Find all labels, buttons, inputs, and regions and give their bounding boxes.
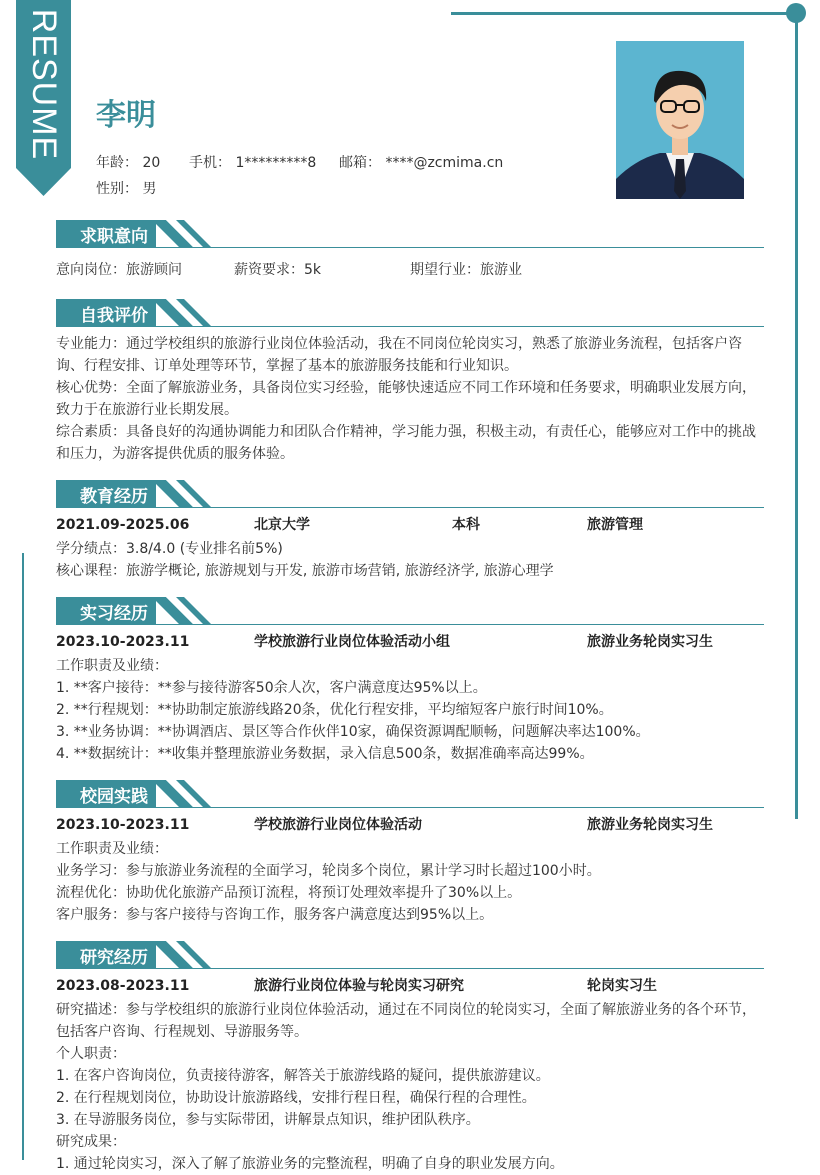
gender-field: 性别： 男	[96, 181, 157, 197]
intent-position: 意向岗位：旅游顾问	[56, 262, 182, 278]
research-date: 2023.08-2023.11	[56, 978, 190, 994]
campus-line: 流程优化：协助优化旅游产品预订流程，将预订处理效率提升了30%以上。	[56, 885, 522, 901]
intern-line: 工作职责及业绩：	[56, 658, 168, 674]
research-line: 2. 在行程规划岗位，协助设计旅游路线，安排行程日程，确保行程的合理性。	[56, 1090, 536, 1106]
section-header-intent	[56, 220, 764, 250]
intern-org: 学校旅游行业岗位体验活动小组	[254, 634, 450, 650]
top-accent-line	[451, 12, 796, 15]
edu-date: 2021.09-2025.06	[56, 517, 190, 533]
profile-photo	[616, 41, 744, 199]
section-title-self: 自我评价	[80, 306, 148, 326]
intern-line: 4. **数据统计：**收集并整理旅游业务数据，录入信息500条，数据准确率高达99%。	[56, 746, 594, 762]
intent-salary: 薪资要求：5k	[234, 262, 322, 278]
self-eval-text	[56, 333, 768, 465]
left-accent-line	[22, 553, 24, 1160]
intent-row	[56, 259, 766, 281]
intent-industry: 期望行业：旅游业	[410, 262, 522, 278]
section-title-intern: 实习经历	[80, 604, 148, 624]
section-header-campus	[56, 780, 764, 810]
edu-degree: 本科	[452, 517, 480, 533]
research-role: 轮岗实习生	[587, 978, 657, 994]
section-header-intern	[56, 597, 764, 627]
age-field: 年龄： 20	[96, 155, 161, 171]
research-line: 1. 在客户咨询岗位，负责接待游客，解答关于旅游线路的疑问，提供旅游建议。	[56, 1068, 550, 1084]
section-header-edu	[56, 480, 764, 510]
section-header-self	[56, 299, 764, 329]
research-heading-row	[56, 975, 766, 997]
research-details	[56, 999, 768, 1175]
candidate-name: 李明	[96, 98, 156, 133]
research-org: 旅游行业岗位体验与轮岗实习研究	[254, 978, 464, 994]
section-title-research: 研究经历	[80, 948, 148, 968]
email-field: 邮箱： ****@zcmima.cn	[339, 155, 504, 171]
research-line: 研究成果：	[56, 1134, 126, 1150]
campus-line: 业务学习：参与旅游业务流程的全面学习，轮岗多个岗位，累计学习时长超过100小时。	[56, 863, 601, 879]
research-line: 研究描述：参与学校组织的旅游行业岗位体验活动，通过在不同岗位的轮岗实习，全面了解旅游业务的各个环节，包括客户咨询、行程规划、导游服务等。	[56, 1002, 756, 1040]
edu-line: 核心课程：旅游学概论, 旅游规划与开发, 旅游市场营销, 旅游经济学, 旅游心理学	[56, 563, 554, 579]
campus-line: 客户服务：参与客户接待与咨询工作，服务客户满意度达到95%以上。	[56, 907, 494, 923]
edu-school: 北京大学	[254, 517, 310, 533]
section-title-intent: 求职意向	[80, 227, 148, 247]
edu-major: 旅游管理	[587, 517, 643, 533]
campus-date: 2023.10-2023.11	[56, 817, 190, 833]
campus-line: 工作职责及业绩：	[56, 841, 168, 857]
edu-line: 学分绩点：3.8/4.0 (专业排名前5%)	[56, 541, 283, 557]
section-title-campus: 校园实践	[80, 787, 148, 807]
intern-role: 旅游业务轮岗实习生	[587, 634, 713, 650]
campus-org: 学校旅游行业岗位体验活动	[254, 817, 422, 833]
research-line: 3. 在导游服务岗位，参与实际带团，讲解景点知识，维护团队秩序。	[56, 1112, 480, 1128]
research-line: 个人职责：	[56, 1046, 126, 1062]
section-title-edu: 教育经历	[80, 487, 148, 507]
self-line: 综合素质：具备良好的沟通协调能力和团队合作精神，学习能力强，积极主动，有责任心，能够应对工作中的挑战和压力，为游客提供优质的服务体验。	[56, 424, 756, 462]
research-line: 1. 通过轮岗实习，深入了解了旅游业务的完整流程，明确了自身的职业发展方向。	[56, 1156, 564, 1172]
section-header-research	[56, 941, 764, 971]
intern-line: 3. **业务协调：**协调酒店、景区等合作伙伴10家，确保资源调配顺畅，问题解决率达100%。	[56, 724, 650, 740]
intern-heading-row	[56, 631, 766, 653]
intern-details	[56, 655, 768, 765]
self-line: 专业能力：通过学校组织的旅游行业岗位体验活动，我在不同岗位轮岗实习，熟悉了旅游业务流程，包括客户咨询、行程安排、订单处理等环节，掌握了基本的旅游服务技能和行业知识。	[56, 336, 742, 374]
phone-field: 手机： 1*********8	[189, 155, 317, 171]
campus-details	[56, 838, 768, 926]
intern-date: 2023.10-2023.11	[56, 634, 190, 650]
edu-details	[56, 538, 768, 582]
intern-line: 1. **客户接待：**参与接待游客50余人次，客户满意度达95%以上。	[56, 680, 487, 696]
right-accent-line	[795, 13, 798, 819]
resume-ribbon-label: RESUME	[25, 8, 63, 160]
campus-role: 旅游业务轮岗实习生	[587, 817, 713, 833]
edu-heading-row	[56, 514, 766, 536]
intern-line: 2. **行程规划：**协助制定旅游线路20条，优化行程安排，平均缩短客户旅行时间10%。	[56, 702, 613, 718]
self-line: 核心优势：全面了解旅游业务，具备岗位实习经验，能够快速适应不同工作环境和任务要求，明确职业发展方向，致力于在旅游行业长期发展。	[56, 380, 756, 418]
campus-heading-row	[56, 814, 766, 836]
